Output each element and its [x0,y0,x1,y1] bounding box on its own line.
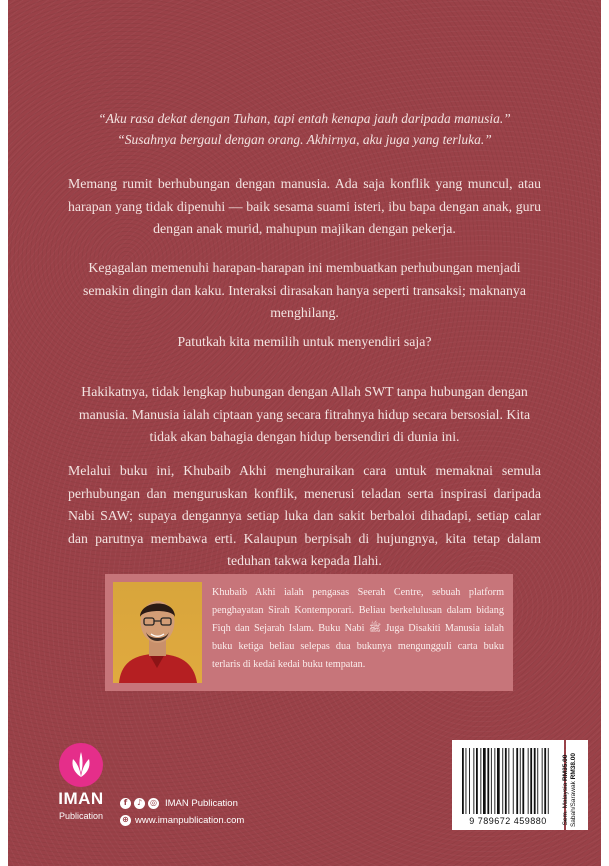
tiktok-icon: ♪ [134,798,145,809]
barcode-bar [462,748,464,814]
publisher-logo [46,743,116,833]
barcode-bar [544,748,546,814]
barcode [452,740,564,830]
social-name: IMAN Publication [165,797,238,809]
barcode-bar [480,748,481,814]
barcode-bar [548,748,549,814]
author-portrait-icon [113,582,202,683]
barcode-bar [534,748,536,814]
barcode-bar [497,748,500,814]
leaf-icon [59,743,103,787]
paragraph-question: Patutkah kita memilih untuk menyendiri saja? [177,334,432,349]
instagram-icon: ◎ [148,798,159,809]
paragraph-2: Kegagalan memenuhi harapan-harapan ini membuatkan perhubungan menjadi semakin dingin dan kaku. Interaksi dirasakan hanya seperti transaksi; maknanya menghilang. [83,260,526,320]
barcode-bars [452,740,564,816]
logo-circle [59,743,103,787]
price-line2-value: RM38.00 [570,752,577,780]
website-url: www.imanpublication.com [135,814,245,826]
price-line2-prefix: Sabah/Sarawak [570,779,577,828]
quote-2: “Susahnya bergaul dengan orang. Akhirnya, aku juga yang terluka.” [117,132,492,147]
author-bio: Khubaib Akhi ialah pengasas Seerah Centre, sebuah platform penghayatan Sirah Kontemporari. Beliau berkelulusan dalam bidang Fiqh dan Sejarah Islam. Buku Nabi ﷺ Juga Disakiti Manusia ialah buku ketiga beliau selepas dua bukunya mengungguli carta buku terlaris di kedai kedai buku tempatan. [212,587,504,670]
back-cover [8,0,601,866]
barcode-bar [483,748,486,814]
barcode-bar [473,748,474,814]
price-text [562,747,578,833]
barcode-bar [542,748,543,814]
price-line1-prefix: Sem. Malaysia [562,780,569,826]
globe-icon: ⊕ [120,815,131,826]
website-line [120,813,244,827]
barcode-bar [502,748,503,814]
price-line1-value: RM35.00 [562,754,569,781]
paragraph-1: Memang rumit berhubungan dengan manusia. Ada saja konflik yang muncul, atau harapan yang tidak dipenuhi — baik sesama suami isteri, ibu bapa dengan anak, guru dengan anak murid, mahupun majikan dengan pekerja. [68,176,541,236]
logo-subtitle: Publication [58,811,104,821]
facebook-icon: f [120,798,131,809]
barcode-bar [513,748,514,814]
barcode-bar [491,748,492,814]
barcode-bar [466,748,467,814]
barcode-bar [505,748,507,814]
barcode-bar [528,748,529,814]
barcode-bar [537,748,538,814]
barcode-bar [469,748,470,814]
logo-wordmark: IMAN [58,789,104,808]
social-handles [120,796,238,810]
quote-1: “Aku rasa dekat dengan Tuhan, tapi entah kenapa jauh daripada manusia.” [98,111,511,126]
barcode-bar [494,748,495,814]
paragraph-3: Hakikatnya, tidak lengkap hubungan dengan Allah SWT tanpa hubungan dengan manusia. Manusia ialah ciptaan yang secara fitrahnya hidup secara bersosial. Kita tidak akan bahagia dengan hidup bersendiri di dunia ini. [78,384,531,444]
barcode-bar [508,748,509,814]
barcode-bar [487,748,489,814]
barcode-number: 9 789672 459880 [469,816,547,826]
author-box [105,574,513,691]
barcode-bar [520,748,521,814]
author-photo [113,582,202,683]
price-strip [562,740,588,830]
barcode-bar [476,748,478,814]
paragraph-4: Melalui buku ini, Khubaib Akhi menghuraikan cara untuk memaknai semula perhubungan dan menguruskan konflik, menerusi teladan serta inspirasi daripada Nabi SAW; supaya dengannya setiap luka dan sakit berbaloi dihadapi, setiap calar dan parutnya membawa erti. Kalaupun berpisah di hujungnya, kita tetap dalam teduhan takwa kepada Ilahi. [68,463,541,568]
barcode-bar [522,748,524,814]
barcode-bar [516,748,518,814]
barcode-bar [530,748,532,814]
